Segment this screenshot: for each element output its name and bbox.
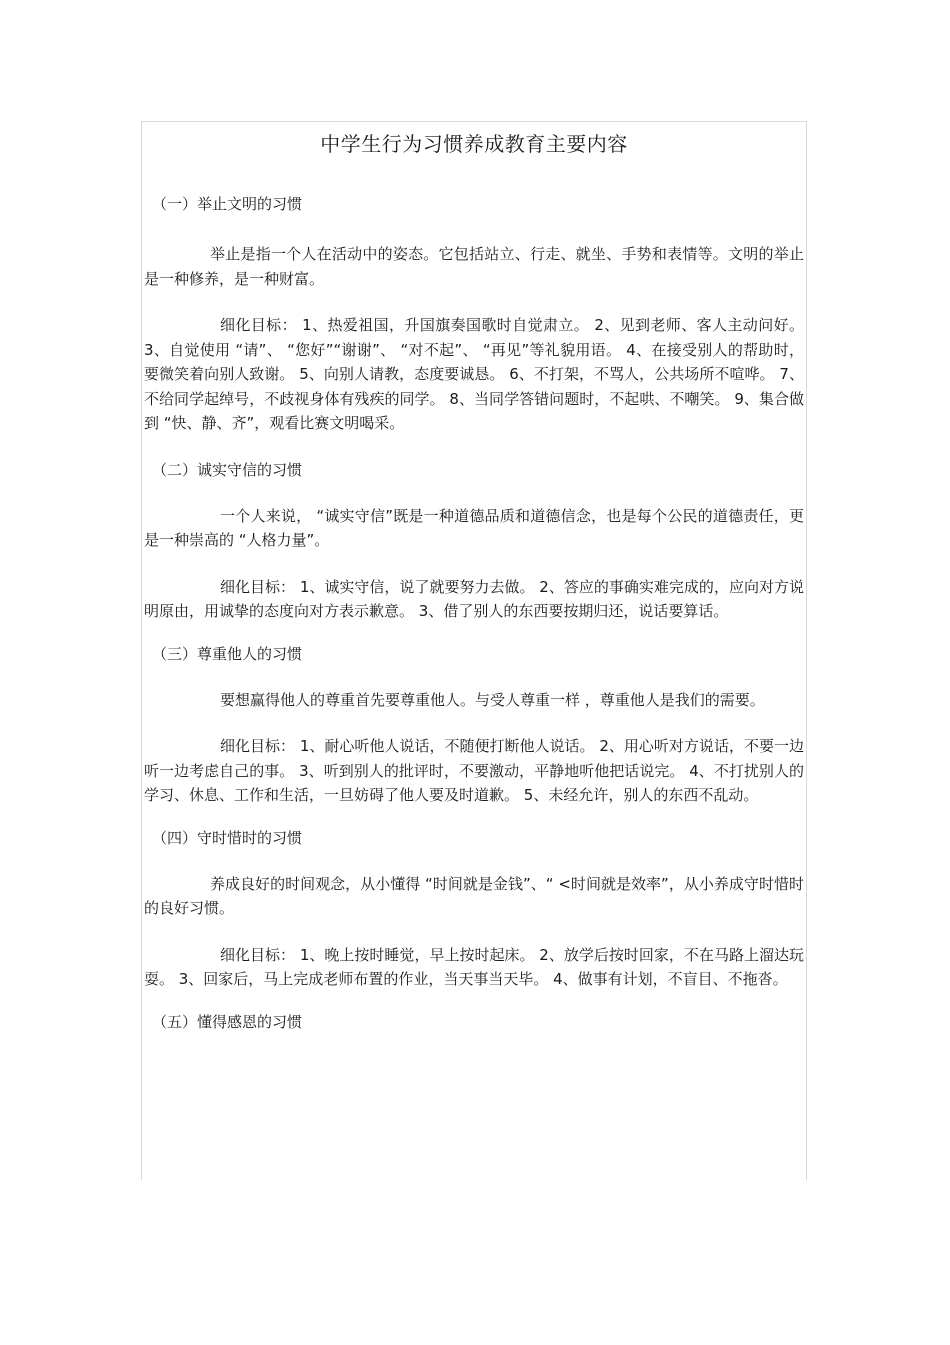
section-heading-4: （四）守时惜时的习惯	[152, 828, 303, 847]
section-intro-4: 养成良好的时间观念，从小懂得 “时间就是金钱”、“ <时间就是效率”，从小养成守时惜时的良好习惯。	[144, 874, 804, 917]
section-intro-1: 举止是指一个人在活动中的姿态。它包括站立、行走、就坐、手势和表情等。文明的举止是一种修养，是一种财富。	[144, 245, 804, 288]
section-intro-2: 一个人来说， “诚实守信”既是一种道德品质和道德信念，也是每个公民的道德责任，更是一种崇高的 “人格力量”。	[144, 506, 804, 549]
document-body	[144, 121, 804, 1034]
section-details-1: 细化目标： 1、热爱祖国，升国旗奏国歌时自觉肃立。 2、见到老师、客人主动问好。 3、自觉使用 “请”、 “您好”“谢谢”、 “对不起”、 “再见”等礼貌用语。 4、在接受别人的帮助时，要微笑着向别人致谢。 5、向别人请教，态度要诚恳。 6、不打架，不骂人，公共场所不喧哗。 7、不给同学起绰号，不歧视身体有残疾的同学。 8、当同学答错问题时，不起哄、不嘲笑。 9、集合做到 “快、静、齐”，观看比赛文明喝采。	[144, 316, 804, 432]
section-heading-1: （一）举止文明的习惯	[152, 195, 303, 213]
document-title: 中学生行为习惯养成教育主要内容	[320, 132, 628, 156]
section-intro-3: 要想赢得他人的尊重首先要尊重他人。与受人尊重一样 ，尊重他人是我们的需要。	[220, 690, 765, 709]
section-heading-5: （五）懂得感恩的习惯	[152, 1012, 303, 1031]
section-heading-3: （三）尊重他人的习惯	[152, 644, 303, 663]
section-details-2: 细化目标： 1、诚实守信，说了就要努力去做。 2、答应的事确实难完成的，应向对方说明原由，用诚挚的态度向对方表示歉意。 3、借了别人的东西要按期归还，说话要算话。	[144, 577, 804, 620]
section-details-3: 细化目标： 1、耐心听他人说话，不随便打断他人说话。 2、用心听对方说话，不要一边听一边考虑自己的事。 3、听到别人的批评时，不要激动，平静地听他把话说完。 4、不打扰别人的学习、休息、工作和生活，一旦妨碍了他人要及时道歉。 5、未经允许，别人的东西不乱动。	[144, 737, 804, 804]
section-heading-2: （二）诚实守信的习惯	[152, 460, 303, 479]
section-details-4: 细化目标： 1、晚上按时睡觉，早上按时起床。 2、放学后按时回家，不在马路上溜达玩耍。 3、回家后，马上完成老师布置的作业，当天事当天毕。 4、做事有计划，不盲目、不拖沓。	[144, 945, 804, 988]
